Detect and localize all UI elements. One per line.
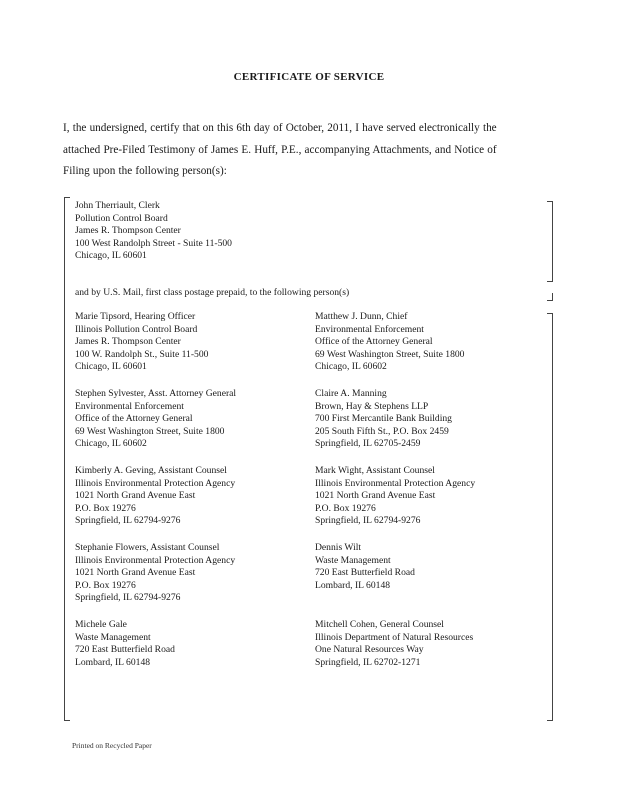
address-line: 69 West Washington Street, Suite 1800 (315, 348, 465, 360)
right-bracket-rule (552, 313, 553, 721)
address-line: Michele Gale (75, 619, 127, 630)
recipient-address-block (75, 542, 235, 605)
address-line: 720 East Butterfield Road (75, 644, 175, 656)
address-line: Kimberly A. Geving, Assistant Counsel (75, 465, 227, 476)
address-line: P.O. Box 19276 (315, 502, 376, 514)
address-line: Marie Tipsord, Hearing Officer (75, 311, 196, 322)
recipient-address-block (75, 465, 235, 528)
address-line: Waste Management (75, 631, 151, 643)
recycled-paper-footer: Printed on Recycled Paper (72, 741, 152, 750)
statement-line: Filing upon the following person(s): (63, 165, 227, 177)
address-line: Illinois Environmental Protection Agency (75, 554, 236, 566)
bracket-tick (64, 720, 70, 721)
address-line: 205 South Fifth St., P.O. Box 2459 (315, 425, 449, 437)
recipient-address-block (75, 311, 208, 374)
address-line: P.O. Box 19276 (75, 579, 136, 591)
address-line: Springfield, IL 62705-2459 (315, 438, 421, 450)
bracket-tick (64, 197, 70, 198)
address-line: 1021 North Grand Avenue East (315, 490, 436, 502)
address-line: 1021 North Grand Avenue East (75, 567, 196, 579)
recipient-address-block (315, 619, 473, 669)
address-line: Office of the Attorney General (315, 336, 433, 348)
address-line: Springfield, IL 62794-9276 (75, 592, 181, 604)
address-line: 700 First Mercantile Bank Building (315, 413, 452, 425)
address-line: Environmental Enforcement (315, 323, 424, 335)
page-title: CERTIFICATE OF SERVICE (233, 71, 385, 83)
address-line: Illinois Department of Natural Resources (315, 631, 474, 643)
statement-line: attached Pre-Filed Testimony of James E. Huff, P.E., accompanying Attachments, and Notice of (63, 143, 497, 156)
address-line: John Therriault, Clerk (75, 200, 160, 211)
address-line: Pollution Control Board (75, 212, 168, 224)
address-line: 720 East Butterfield Road (315, 567, 415, 579)
address-line: Environmental Enforcement (75, 400, 184, 412)
recipient-address-block (75, 388, 236, 451)
recipient-address-block (315, 388, 452, 451)
address-line: Lombard, IL 60148 (75, 656, 151, 668)
address-line: P.O. Box 19276 (75, 502, 136, 514)
bracket-tick (547, 300, 553, 301)
address-line: Brown, Hay & Stephens LLP (315, 400, 429, 412)
address-line: James R. Thompson Center (75, 336, 181, 348)
recipient-address-block (315, 465, 475, 528)
address-line: Springfield, IL 62794-9276 (75, 515, 181, 527)
address-line: 1021 North Grand Avenue East (75, 490, 196, 502)
address-line: 100 West Randolph Street - Suite 11-500 (75, 237, 232, 249)
address-line: Chicago, IL 60601 (75, 250, 147, 262)
address-line: Dennis Wilt (315, 542, 362, 553)
bracket-tick (547, 720, 553, 721)
left-bracket-rule (64, 197, 65, 721)
recipient-address-block (75, 619, 175, 669)
address-line: Chicago, IL 60601 (75, 361, 147, 373)
address-line: Office of the Attorney General (75, 413, 193, 425)
address-line: Stephanie Flowers, Assistant Counsel (75, 542, 220, 553)
recipient-address-block (315, 542, 415, 592)
address-line: Lombard, IL 60148 (315, 579, 391, 591)
address-line: Mark Wight, Assistant Counsel (315, 465, 435, 476)
address-line: Chicago, IL 60602 (315, 361, 387, 373)
address-line: Matthew J. Dunn, Chief (315, 311, 408, 322)
address-line: Waste Management (315, 554, 391, 566)
address-line: Illinois Pollution Control Board (75, 323, 198, 335)
bracket-tick (547, 281, 553, 282)
certification-statement (63, 118, 553, 183)
mail-service-note: and by U.S. Mail, first class postage prepaid, to the following person(s) (75, 287, 350, 298)
address-line: Illinois Environmental Protection Agency (315, 477, 476, 489)
address-line: Springfield, IL 62702-1271 (315, 656, 421, 668)
address-line: One Natural Resources Way (315, 644, 424, 656)
recipient-address-block (315, 311, 464, 374)
address-line: Stephen Sylvester, Asst. Attorney General (75, 388, 237, 399)
address-line: Claire A. Manning (315, 388, 387, 399)
statement-line: I, the undersigned, certify that on this 6th day of October, 2011, I have served electronically the (63, 122, 497, 134)
address-line: Springfield, IL 62794-9276 (315, 515, 421, 527)
bracket-tick (547, 201, 553, 202)
address-line: James R. Thompson Center (75, 225, 181, 237)
address-line: 69 West Washington Street, Suite 1800 (75, 425, 225, 437)
address-line: 100 W. Randolph St., Suite 11-500 (75, 348, 209, 360)
address-line: Mitchell Cohen, General Counsel (315, 619, 444, 630)
address-line: Illinois Environmental Protection Agency (75, 477, 236, 489)
address-line: Chicago, IL 60602 (75, 438, 147, 450)
bracket-tick (547, 313, 553, 314)
clerk-address-block (75, 200, 232, 263)
right-bracket-rule (552, 201, 553, 282)
